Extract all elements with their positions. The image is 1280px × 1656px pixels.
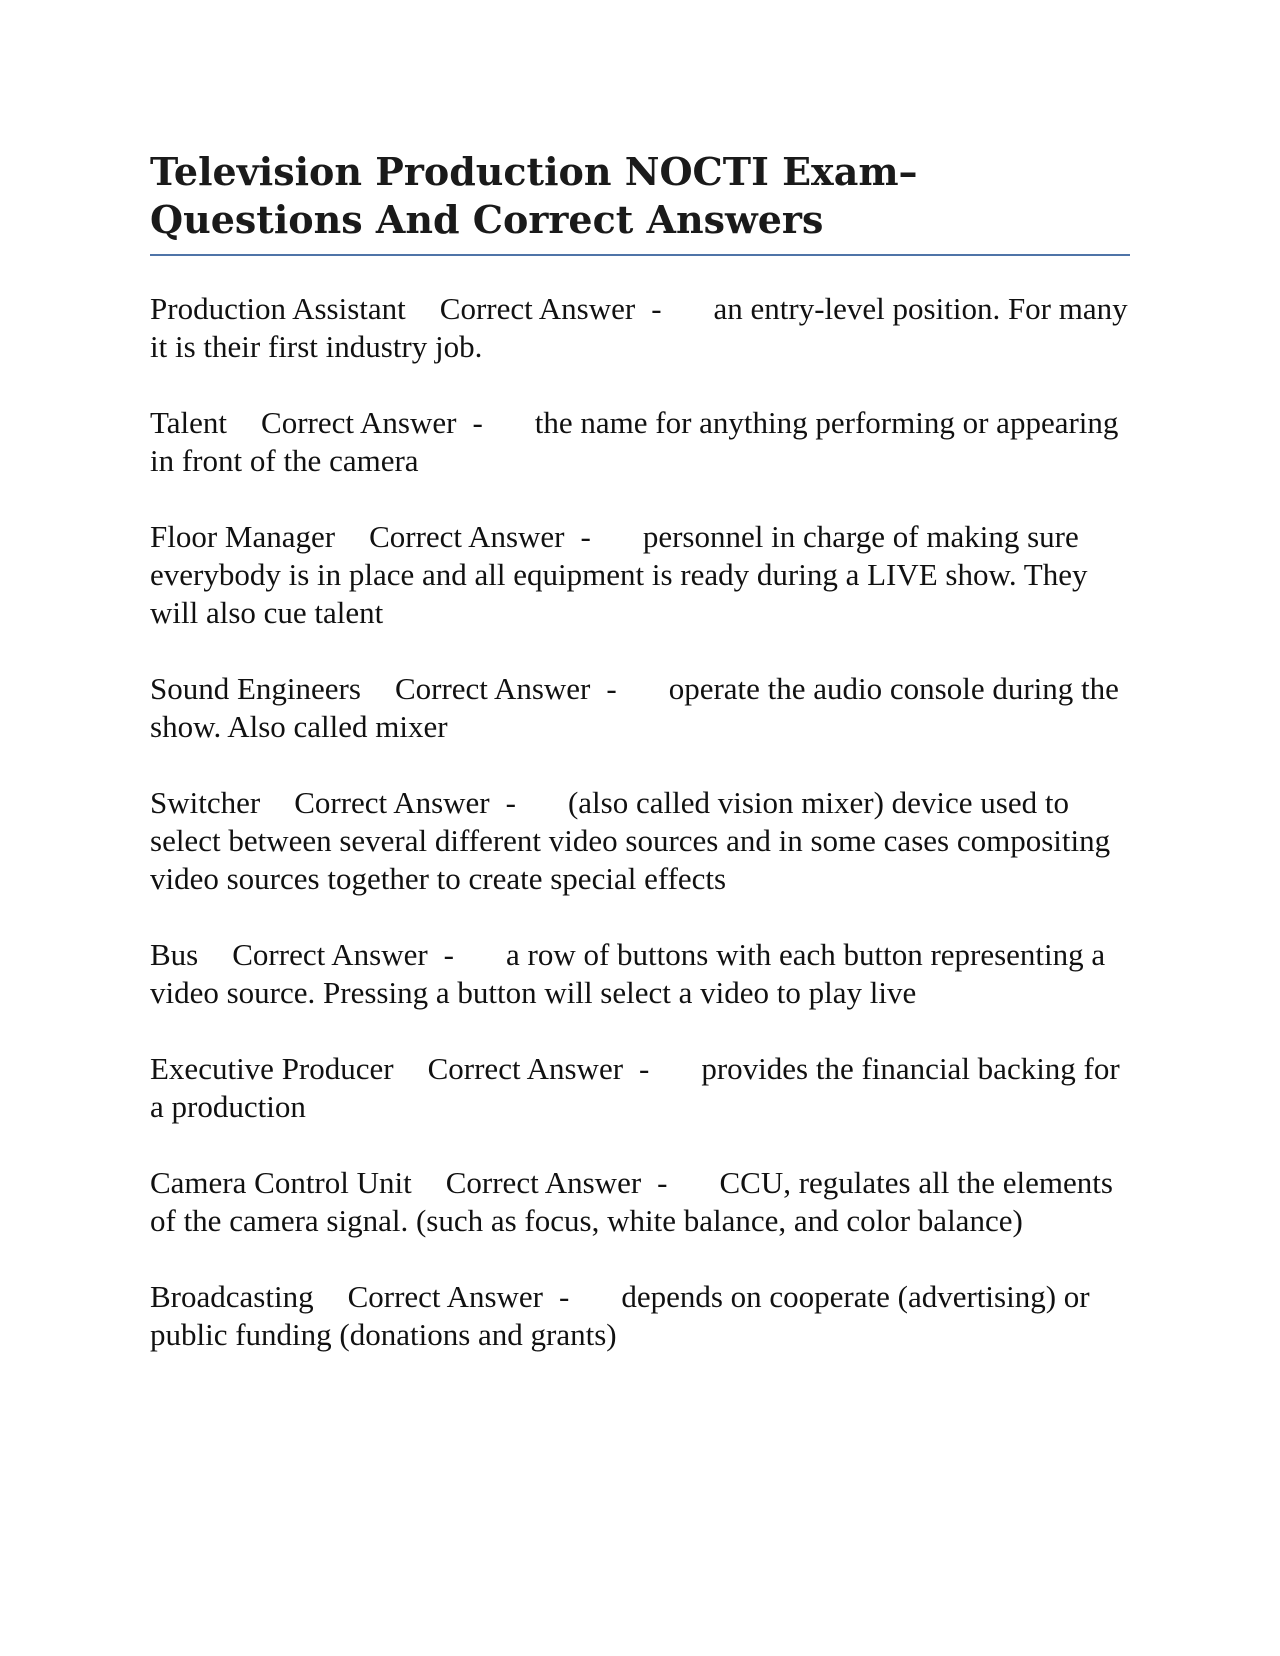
qa-definition: the name for anything performing or appearing in front of the camera xyxy=(150,405,1119,478)
qa-entry xyxy=(150,670,1130,746)
qa-answer-label: Correct Answer xyxy=(294,785,490,820)
qa-list xyxy=(150,290,1130,1354)
qa-separator: - xyxy=(606,671,617,706)
qa-definition: provides the financial backing for a production xyxy=(150,1051,1120,1124)
qa-definition: a row of buttons with each button representing a video source. Pressing a button will select a video to play live xyxy=(150,937,1106,1010)
qa-answer-label: Correct Answer xyxy=(347,1279,543,1314)
qa-definition: an entry-level position. For many it is their first industry job. xyxy=(150,291,1128,364)
qa-entry xyxy=(150,1164,1130,1240)
qa-entry xyxy=(150,936,1130,1012)
document-page xyxy=(150,148,1130,1392)
qa-definition: (also called vision mixer) device used to select between several different video sources and in some cases compositing video sources together to create special effects xyxy=(150,785,1111,896)
qa-term: Production Assistant xyxy=(150,291,406,326)
qa-term: Broadcasting xyxy=(150,1279,314,1314)
qa-term: Bus xyxy=(150,937,199,972)
qa-answer-label: Correct Answer xyxy=(369,519,565,554)
qa-definition: CCU, regulates all the elements of the camera signal. (such as focus, white balance, and color balance) xyxy=(150,1165,1113,1238)
qa-term: Switcher xyxy=(150,785,261,820)
qa-term: Executive Producer xyxy=(150,1051,394,1086)
qa-answer-label: Correct Answer xyxy=(445,1165,642,1200)
qa-answer-label: Correct Answer xyxy=(261,405,457,440)
qa-separator: - xyxy=(472,405,483,440)
qa-answer-label: Correct Answer xyxy=(427,1051,624,1086)
qa-entry xyxy=(150,1278,1130,1354)
qa-entry xyxy=(150,404,1130,480)
qa-separator: - xyxy=(651,291,662,326)
qa-term: Camera Control Unit xyxy=(150,1165,412,1200)
qa-definition: personnel in charge of making sure everybody is in place and all equipment is ready during a LIVE show. They will also cue talent xyxy=(150,519,1088,630)
qa-term: Sound Engineers xyxy=(150,671,361,706)
qa-separator: - xyxy=(657,1165,668,1200)
document-title: Television Production NOCTI Exam– Questions And Correct Answers xyxy=(150,148,1130,256)
qa-separator: - xyxy=(559,1279,570,1314)
qa-answer-label: Correct Answer xyxy=(232,937,428,972)
qa-separator: - xyxy=(505,785,516,820)
qa-definition: depends on cooperate (advertising) or public funding (donations and grants) xyxy=(150,1279,1090,1352)
qa-entry xyxy=(150,518,1130,632)
qa-term: Talent xyxy=(150,405,228,440)
qa-separator: - xyxy=(639,1051,650,1086)
qa-answer-label: Correct Answer xyxy=(394,671,591,706)
qa-entry xyxy=(150,1050,1130,1126)
qa-definition: operate the audio console during the show. Also called mixer xyxy=(150,671,1119,744)
qa-separator: - xyxy=(443,937,454,972)
qa-entry xyxy=(150,290,1130,366)
qa-entry xyxy=(150,784,1130,898)
qa-term: Floor Manager xyxy=(150,519,336,554)
qa-answer-label: Correct Answer xyxy=(439,291,636,326)
qa-separator: - xyxy=(580,519,591,554)
